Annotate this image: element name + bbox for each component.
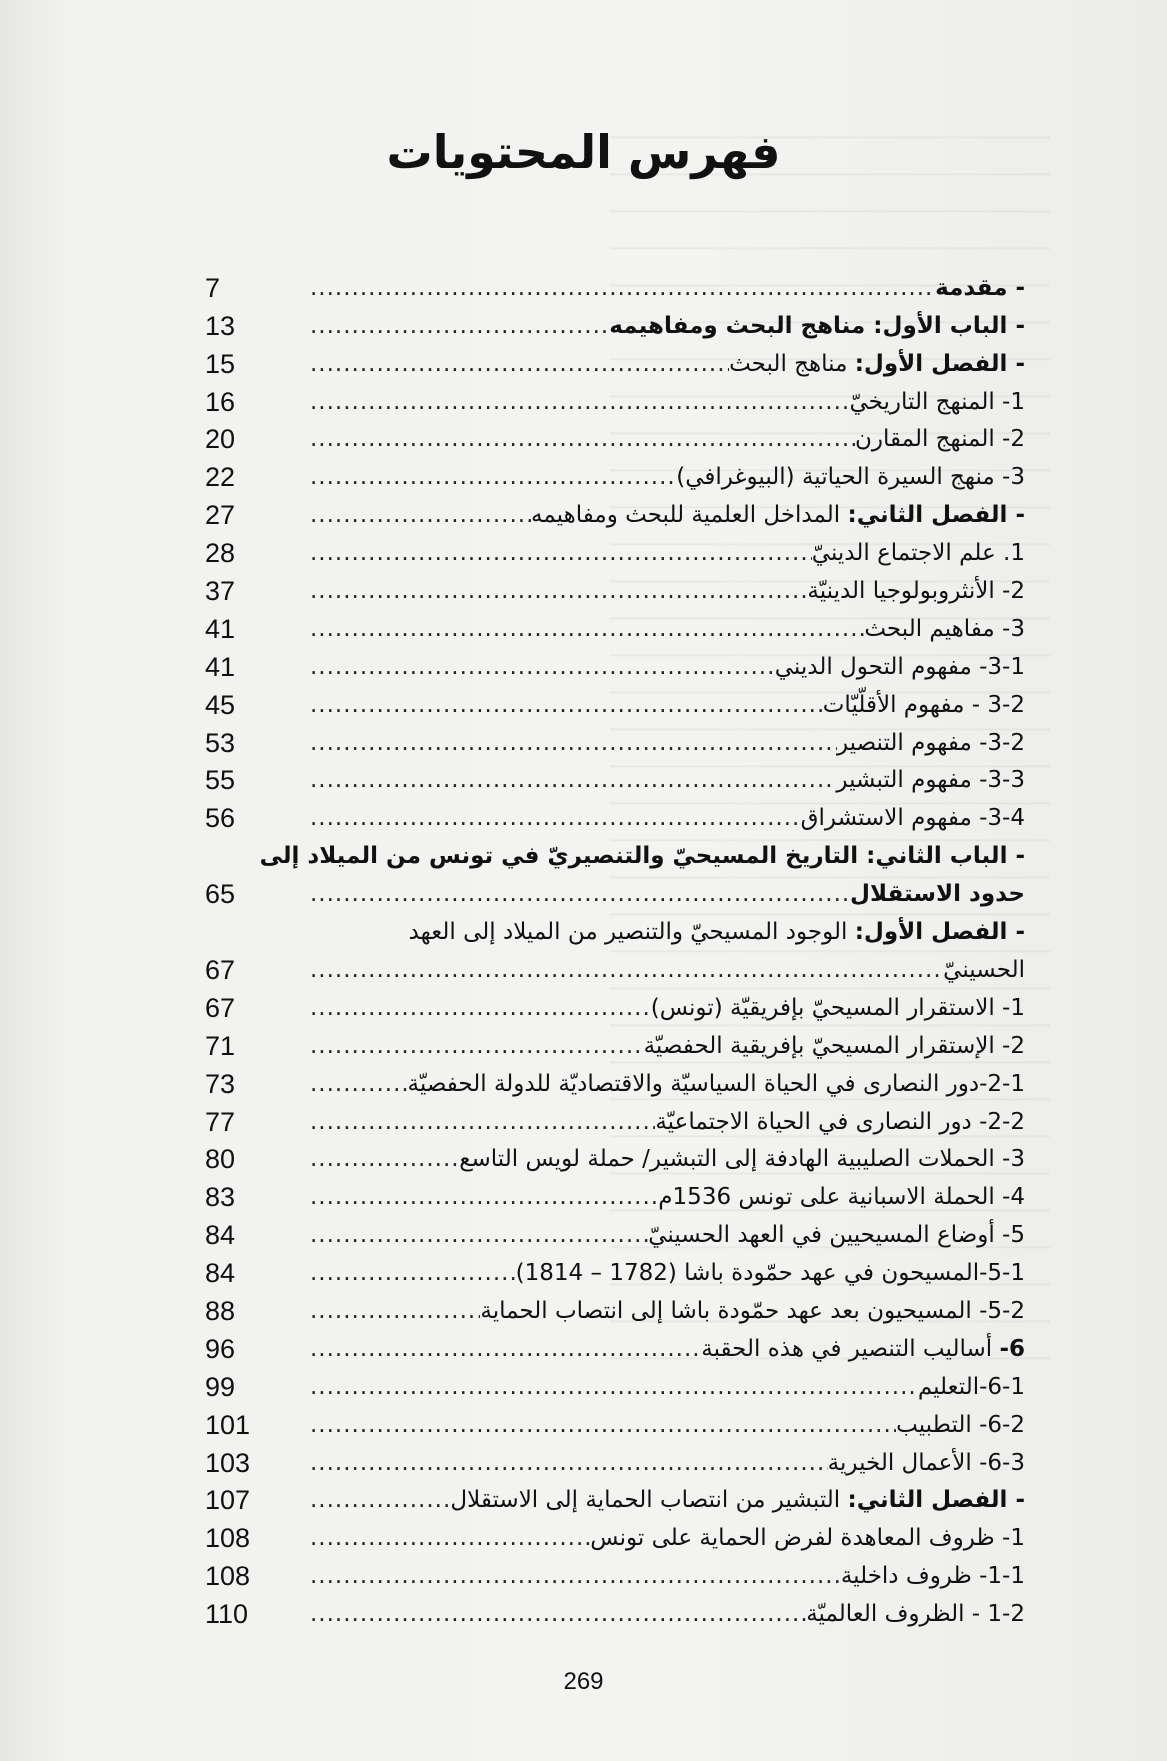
toc-entry-heading: - الفصل الأول: [854,350,1025,377]
dot-leader [310,1484,450,1516]
toc-entry [205,687,1025,725]
toc-entry-text: 3- مفاهيم البحث [864,615,1025,642]
toc-entry [205,573,1025,611]
toc-entry [205,384,1025,422]
toc-entry [205,1445,1025,1483]
toc-entry-text: 1- ظروف المعاهدة لفرض الحماية على تونس [590,1525,1025,1552]
dot-leader [310,1295,480,1327]
toc-entry-text: 2- المنهج المقارن [855,426,1025,453]
toc-page-number: 101 [205,1409,251,1440]
toc-entry-heading: - الفصل الأول: [854,919,1025,946]
dot-leader [310,954,943,986]
dot-leader [310,1030,644,1062]
toc-page-number: 84 [205,1220,236,1251]
toc-entry [205,270,1025,308]
dot-leader [310,1219,648,1251]
toc-page-number: 22 [205,462,236,493]
toc-page-number: 77 [205,1106,236,1137]
toc-page-number: 41 [205,651,236,682]
toc-entry-text: 3-4- مفهوم الاستشراق [800,805,1025,832]
dot-leader [310,689,823,721]
toc-page-number: 37 [205,576,236,607]
toc-page-number: 80 [205,1144,236,1175]
dot-leader [310,461,676,493]
toc-entry-text: التبشير من انتصاب الحماية إلى الاستقلال [450,1487,848,1514]
toc-entry [205,1179,1025,1217]
dot-leader [310,1560,841,1592]
dot-leader [310,764,836,796]
toc-entry-text: - الباب الثاني: التاريخ المسيحيّ والتنصيريّ في تونس من الميلاد إلى [259,843,1025,870]
toc-page-number: 108 [205,1561,251,1592]
table-of-contents [205,270,1025,1634]
dot-leader [310,537,812,569]
dot-leader [310,613,864,645]
toc-entry-text: الوجود المسيحيّ والتنصير من الميلاد إلى العهد [408,919,855,946]
toc-entry [205,725,1025,763]
toc-page-number: 73 [205,1068,236,1099]
page-title: فهرس المحتويات [386,125,781,179]
toc-page-number: 16 [205,386,236,417]
toc-page-number: 45 [205,689,236,720]
toc-entry-text: 1-2 - الظروف العالميّة [806,1601,1025,1628]
toc-entry [205,422,1025,460]
toc-entry [205,1066,1025,1104]
toc-entry-heading: 6- [999,1335,1025,1362]
toc-entry [205,308,1025,346]
toc-entry-text: 3-1- مفهوم التحول الديني [774,653,1025,680]
toc-entry [205,1028,1025,1066]
toc-entry-heading: - الباب الأول: مناهج البحث ومفاهيمه [609,312,1025,339]
toc-page-number: 27 [205,500,236,531]
toc-page-number: 41 [205,613,236,644]
toc-entry-text: الحسينيّ [943,956,1025,983]
toc-entry [205,1520,1025,1558]
toc-page-number: 13 [205,310,236,341]
toc-page-number: 65 [205,879,236,910]
dot-leader [310,386,849,418]
dot-leader [310,1068,408,1100]
toc-entry-heading: حدود الاستقلال [850,881,1025,908]
toc-entry-text: 1- المنهج التاريخيّ [849,388,1025,415]
toc-page-number: 99 [205,1371,236,1402]
dot-leader [310,802,801,834]
toc-entry-text: 6-2- التطبيب [896,1411,1025,1438]
toc-page-number: 83 [205,1182,236,1213]
toc-page-number: 56 [205,803,236,834]
toc-entry [205,1217,1025,1255]
toc-page-number: 107 [205,1485,251,1516]
dot-leader [310,878,850,910]
toc-entry-text: 5-2- المسيحيون بعد عهد حمّودة باشا إلى انتصاب الحماية [480,1297,1025,1324]
toc-entry-text: 3- منهج السيرة الحياتية (البيوغرافي) [676,464,1025,491]
dot-leader [310,1181,658,1213]
toc-entry [205,1369,1025,1407]
dot-leader [310,575,807,607]
toc-page-number: 67 [205,992,236,1023]
toc-page-number: 20 [205,424,236,455]
toc-entry [205,1483,1025,1521]
toc-entry [205,1596,1025,1634]
toc-entry [205,914,1025,990]
toc-page-number: 53 [205,727,236,758]
dot-leader [310,348,729,380]
toc-entry [205,497,1025,535]
toc-entry-text: 2-2- دور النصارى في الحياة الاجتماعيّة [655,1108,1025,1135]
dot-leader [310,1143,459,1175]
toc-entry-text: 5- أوضاع المسيحيين في العهد الحسينيّ [648,1222,1025,1249]
toc-entry-text: 1-1- ظروف داخلية [840,1563,1025,1590]
toc-entry [205,800,1025,838]
toc-page-number: 84 [205,1258,236,1289]
toc-page-number: 71 [205,1030,236,1061]
toc-entry-first-line [259,840,1025,872]
toc-entry-text: 2-1-دور النصارى في الحياة السياسيّة والاقتصاديّة للدولة الحفصيّة [407,1070,1025,1097]
toc-entry-text: المداخل العلمية للبحث ومفاهيمه [531,502,848,529]
toc-page-number: 15 [205,348,236,379]
dot-leader [310,423,855,455]
toc-page-number: 103 [205,1447,251,1478]
toc-page-number: 28 [205,538,236,569]
toc-entry [205,1104,1025,1142]
dot-leader [310,1409,896,1441]
toc-entry-text: 1. علم الاجتماع الدينيّ [811,540,1025,567]
toc-entry-text: 2- الإستقرار المسيحيّ بإفريقية الحفصيّة [643,1032,1025,1059]
toc-entry-text: 3- الحملات الصليبية الهادفة إلى التبشير/ حملة لويس التاسع [459,1146,1025,1173]
toc-entry [205,346,1025,384]
toc-page-number: 110 [205,1599,249,1630]
toc-page-number: 96 [205,1333,236,1364]
toc-entry [205,763,1025,801]
dot-leader [310,1522,590,1554]
toc-page-number: 108 [205,1523,251,1554]
toc-entry [205,838,1025,914]
toc-entry [205,535,1025,573]
dot-leader [310,1598,806,1630]
toc-entry-heading: - الفصل الثاني: [847,1487,1025,1514]
dot-leader [310,1447,828,1479]
toc-entry-first-line [310,916,1025,948]
toc-entry [205,459,1025,497]
toc-entry-text: 1- الاستقرار المسيحيّ بإفريقيّة (تونس) [650,994,1025,1021]
toc-page-number: 88 [205,1295,236,1326]
toc-entry [205,611,1025,649]
toc-entry-text: 3-2- مفهوم التنصير [836,729,1025,756]
toc-page-number: 67 [205,954,236,985]
toc-entry [205,990,1025,1028]
toc-entry-text: 5-1-المسيحون في عهد حمّودة باشا (1782 – 1814) [515,1260,1025,1287]
dot-leader [310,1333,701,1365]
toc-page-number: 55 [205,765,236,796]
dot-leader [310,499,531,531]
toc-entry [205,1558,1025,1596]
dot-leader [310,310,609,342]
toc-entry [205,1142,1025,1180]
toc-entry-heading: - الفصل الثاني: [847,502,1025,529]
dot-leader [310,1257,516,1289]
toc-entry [205,1331,1025,1369]
toc-entry-text: مناهج البحث [729,350,855,377]
dot-leader [310,1106,655,1138]
toc-page-number: 7 [205,272,221,303]
dot-leader [310,727,837,759]
toc-entry-text: 3-3- مفهوم التبشير [836,767,1025,794]
dot-leader [310,651,775,683]
page-number: 269 [563,1668,604,1695]
toc-entry-text: 2- الأنثروبولوجيا الدينيّة [807,578,1025,605]
dot-leader [310,992,651,1024]
dot-leader [310,272,935,304]
toc-entry [205,1293,1025,1331]
toc-entry-text: 3-2 - مفهوم الأقلّيّات [822,691,1025,718]
toc-entry-text: أساليب التنصير في هذه الحقبة [701,1335,1000,1362]
toc-entry [205,1255,1025,1293]
toc-entry [205,1407,1025,1445]
toc-entry-text: 6-3- الأعمال الخيرية [827,1449,1025,1476]
toc-entry-heading: - مقدمة [935,274,1025,301]
toc-entry-text: 4- الحملة الاسبانية على تونس 1536م [658,1184,1025,1211]
toc-entry [205,649,1025,687]
toc-entry-text: 6-1-التعليم [917,1373,1025,1400]
dot-leader [310,1371,918,1403]
